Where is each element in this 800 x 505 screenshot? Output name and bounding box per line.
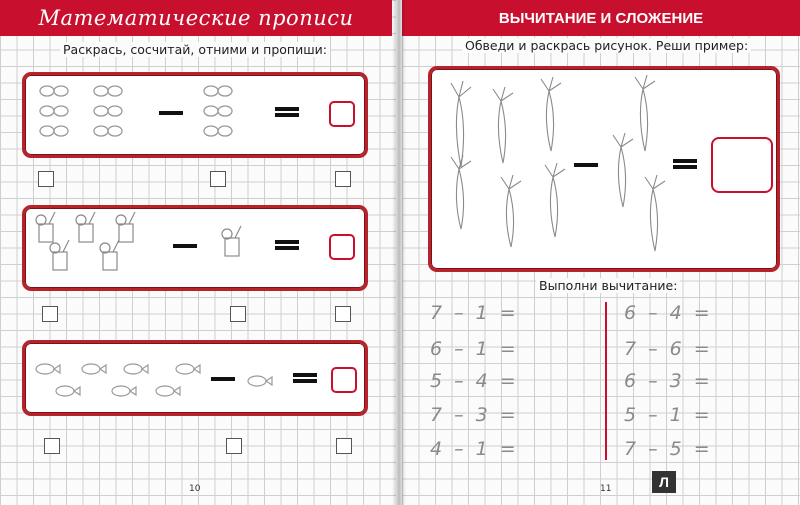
right-page: [402, 0, 800, 505]
juice-illustration: [25, 208, 365, 288]
carrot-icon: [645, 175, 665, 251]
juice-glass-icon: [116, 212, 135, 242]
fish-icon: [156, 386, 180, 396]
carrot-icon: [501, 175, 521, 247]
exercise: 5 – 1 =: [624, 404, 713, 426]
answer-box[interactable]: [329, 101, 355, 127]
task-frame-glasses: [22, 72, 368, 158]
minus-sign: [173, 244, 197, 248]
exercise: 4 – 1 =: [430, 438, 519, 460]
book-spine: [392, 0, 406, 505]
equals-sign: [293, 373, 317, 383]
exercise: 6 – 3 =: [624, 370, 713, 392]
left-page: [0, 0, 396, 505]
fish-icon: [112, 386, 136, 396]
carrot-icon: [541, 77, 561, 151]
carrot-icon: [451, 81, 471, 167]
glasses-icon: [204, 86, 232, 96]
count-checkbox[interactable]: [210, 171, 226, 187]
fish-icon: [36, 364, 60, 374]
minus-sign: [159, 111, 183, 115]
fish-icon: [248, 376, 272, 386]
exercise: 7 – 3 =: [430, 404, 519, 426]
juice-glass-icon: [50, 240, 69, 270]
carrot-icon: [545, 163, 565, 237]
task-frame-carrots: [428, 66, 780, 272]
count-checkbox[interactable]: [230, 306, 246, 322]
glasses-icon: [204, 126, 232, 136]
glasses-icon: [94, 126, 122, 136]
exercise: 6 – 4 =: [624, 302, 713, 324]
carrot-icon: [493, 87, 513, 163]
minus-sign: [211, 377, 235, 381]
exercise: 5 – 4 =: [430, 370, 519, 392]
equals-sign: [275, 240, 299, 250]
left-page-header: Математические прописи: [0, 0, 392, 36]
glasses-icon: [40, 86, 68, 96]
answer-box[interactable]: [711, 137, 773, 193]
minus-sign: [574, 163, 598, 167]
subtraction-title: Выполни вычитание:: [536, 278, 680, 293]
glasses-illustration: [25, 75, 365, 155]
juice-glass-icon: [36, 212, 55, 242]
glasses-icon: [40, 106, 68, 116]
equals-sign: [673, 159, 697, 169]
exercise: 7 – 6 =: [624, 338, 713, 360]
page-number-right: 11: [600, 484, 612, 494]
exercise: 7 – 5 =: [624, 438, 713, 460]
fish-icon: [124, 364, 148, 374]
glasses-icon: [94, 86, 122, 96]
fish-icon: [56, 386, 80, 396]
count-checkbox[interactable]: [335, 306, 351, 322]
count-checkbox[interactable]: [38, 171, 54, 187]
count-checkbox[interactable]: [42, 306, 58, 322]
answer-box[interactable]: [329, 234, 355, 260]
glasses-icon: [204, 106, 232, 116]
exercise: 6 – 1 =: [430, 338, 519, 360]
fish-icon: [82, 364, 106, 374]
column-divider: [605, 302, 607, 460]
glasses-icon: [94, 106, 122, 116]
carrot-icon: [635, 75, 655, 151]
juice-glass-icon: [76, 212, 95, 242]
left-instruction: Раскрась, сосчитай, отними и пропиши:: [60, 42, 330, 57]
juice-glass-icon: [100, 240, 119, 270]
right-instruction: Обведи и раскрась рисунок. Реши пример:: [462, 38, 751, 53]
count-checkbox[interactable]: [335, 171, 351, 187]
equals-sign: [275, 107, 299, 117]
publisher-logo-icon: Л: [652, 471, 676, 493]
glasses-icon: [40, 126, 68, 136]
answer-box[interactable]: [331, 367, 357, 393]
carrot-icon: [613, 133, 633, 207]
task-frame-fish: [22, 340, 368, 416]
count-checkbox[interactable]: [44, 438, 60, 454]
task-frame-juice: [22, 205, 368, 291]
count-checkbox[interactable]: [226, 438, 242, 454]
page-number-left: 10: [189, 484, 201, 494]
exercise: 7 – 1 =: [430, 302, 519, 324]
juice-glass-icon: [222, 226, 241, 256]
fish-icon: [176, 364, 200, 374]
count-checkbox[interactable]: [336, 438, 352, 454]
right-page-header: ВЫЧИТАНИЕ И СЛОЖЕНИЕ: [402, 0, 800, 36]
